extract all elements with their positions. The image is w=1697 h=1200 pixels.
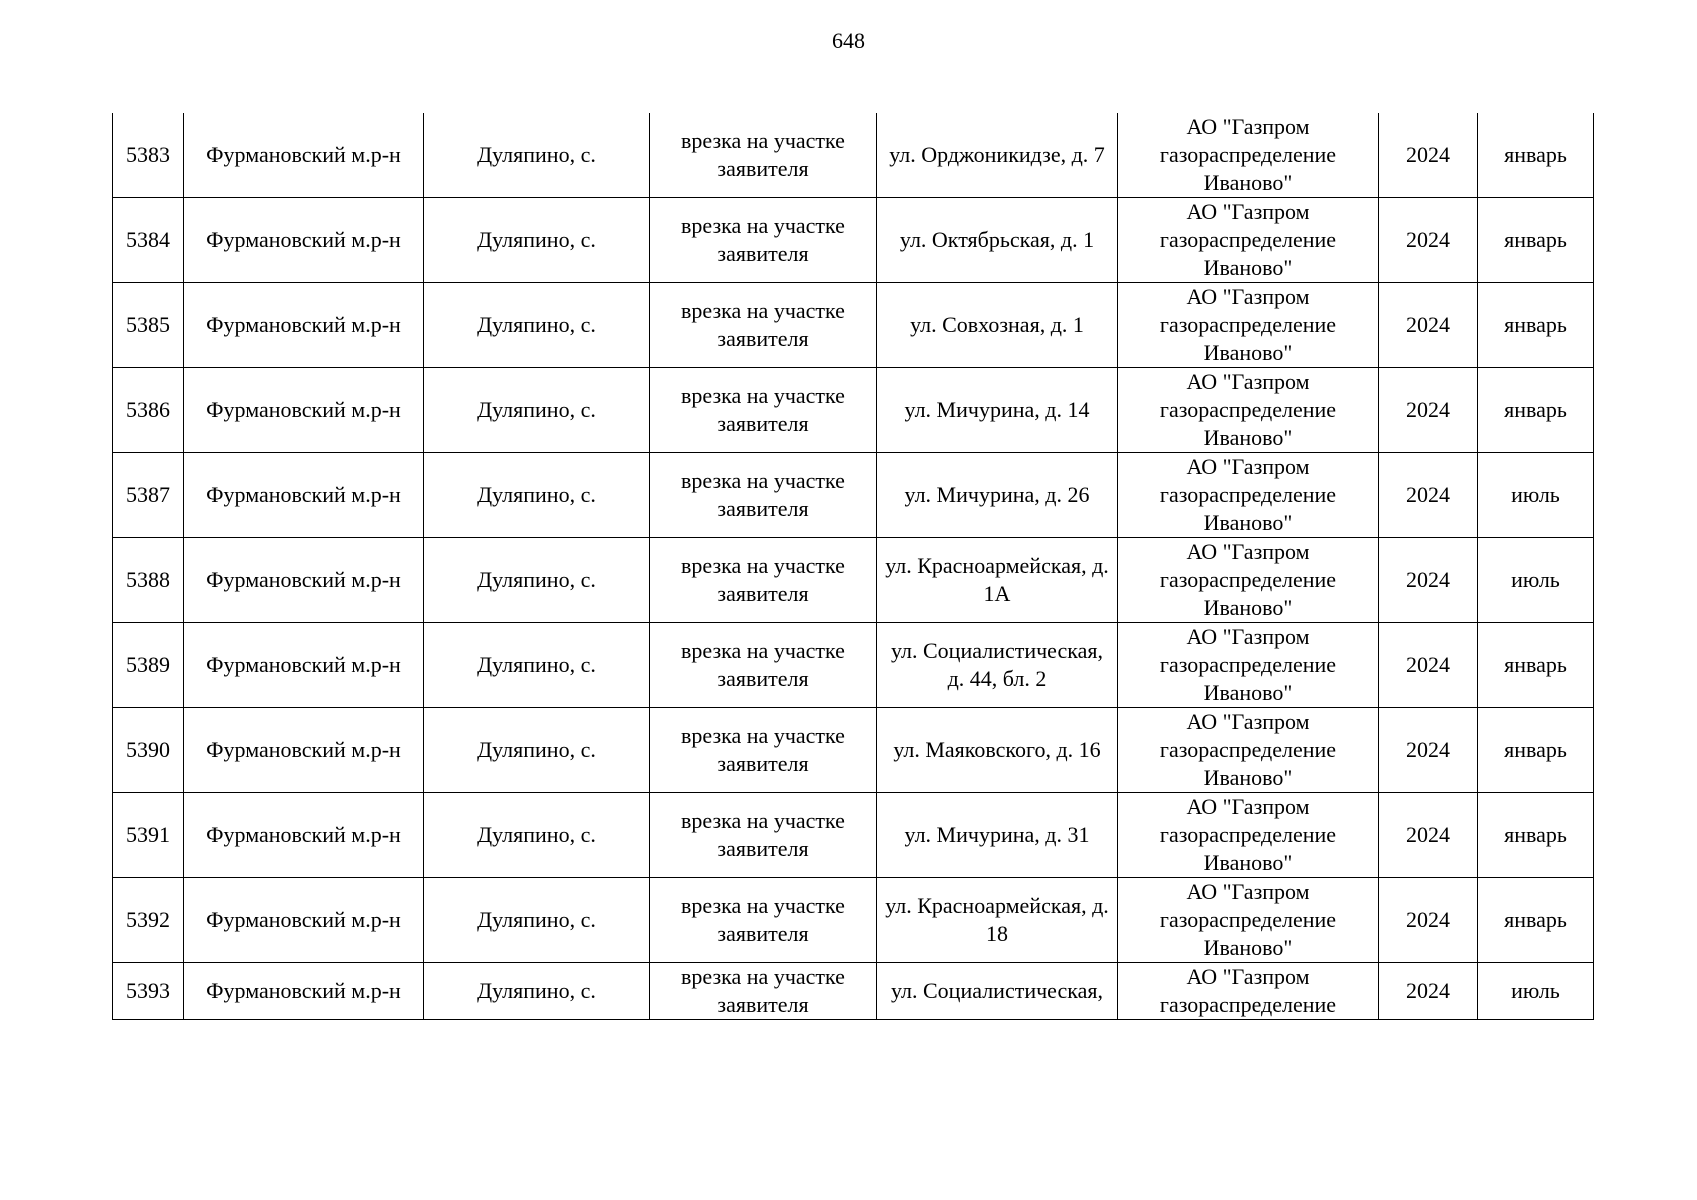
year-cell: 2024 (1379, 453, 1478, 538)
settlement-cell: Дуляпино, с. (424, 113, 650, 198)
month-cell: январь (1478, 198, 1594, 283)
table-row (113, 793, 1594, 878)
organization-cell: АО "Газпром газораспределение Иваново" (1118, 198, 1379, 283)
district-cell: Фурмановский м.р-н (184, 623, 424, 708)
month-cell: январь (1478, 708, 1594, 793)
table-row (113, 538, 1594, 623)
settlement-cell: Дуляпино, с. (424, 623, 650, 708)
address-cell: ул. Совхозная, д. 1 (877, 283, 1118, 368)
year-cell: 2024 (1379, 963, 1478, 1020)
organization-cell: АО "Газпром газораспределение Иваново" (1118, 793, 1379, 878)
district-cell: Фурмановский м.р-н (184, 963, 424, 1020)
settlement-cell: Дуляпино, с. (424, 708, 650, 793)
settlement-cell: Дуляпино, с. (424, 453, 650, 538)
work-type-cell: врезка на участке заявителя (650, 708, 877, 793)
row-number-cell: 5386 (113, 368, 184, 453)
work-type-cell: врезка на участке заявителя (650, 198, 877, 283)
year-cell: 2024 (1379, 708, 1478, 793)
settlement-cell: Дуляпино, с. (424, 793, 650, 878)
settlement-cell: Дуляпино, с. (424, 963, 650, 1020)
address-cell: ул. Маяковского, д. 16 (877, 708, 1118, 793)
year-cell: 2024 (1379, 623, 1478, 708)
row-number-cell: 5388 (113, 538, 184, 623)
row-number-cell: 5387 (113, 453, 184, 538)
data-table (112, 113, 1594, 1020)
table-row (113, 708, 1594, 793)
table-row (113, 623, 1594, 708)
year-cell: 2024 (1379, 793, 1478, 878)
year-cell: 2024 (1379, 113, 1478, 198)
address-cell: ул. Социалистическая, д. 44, бл. 2 (877, 623, 1118, 708)
address-cell: ул. Орджоникидзе, д. 7 (877, 113, 1118, 198)
year-cell: 2024 (1379, 878, 1478, 963)
table-row (113, 113, 1594, 198)
month-cell: январь (1478, 113, 1594, 198)
address-cell: ул. Мичурина, д. 26 (877, 453, 1118, 538)
table-row (113, 878, 1594, 963)
work-type-cell: врезка на участке заявителя (650, 113, 877, 198)
organization-cell: АО "Газпром газораспределение Иваново" (1118, 878, 1379, 963)
month-cell: июль (1478, 963, 1594, 1020)
organization-cell: АО "Газпром газораспределение Иваново" (1118, 453, 1379, 538)
table-row (113, 963, 1594, 1020)
work-type-cell: врезка на участке заявителя (650, 793, 877, 878)
work-type-cell: врезка на участке заявителя (650, 623, 877, 708)
row-number-cell: 5393 (113, 963, 184, 1020)
district-cell: Фурмановский м.р-н (184, 708, 424, 793)
district-cell: Фурмановский м.р-н (184, 538, 424, 623)
row-number-cell: 5391 (113, 793, 184, 878)
page-number: 648 (832, 28, 865, 53)
settlement-cell: Дуляпино, с. (424, 878, 650, 963)
district-cell: Фурмановский м.р-н (184, 453, 424, 538)
month-cell: январь (1478, 368, 1594, 453)
district-cell: Фурмановский м.р-н (184, 878, 424, 963)
settlement-cell: Дуляпино, с. (424, 538, 650, 623)
district-cell: Фурмановский м.р-н (184, 283, 424, 368)
settlement-cell: Дуляпино, с. (424, 368, 650, 453)
row-number-cell: 5390 (113, 708, 184, 793)
address-cell: ул. Мичурина, д. 31 (877, 793, 1118, 878)
month-cell: январь (1478, 623, 1594, 708)
district-cell: Фурмановский м.р-н (184, 368, 424, 453)
month-cell: январь (1478, 878, 1594, 963)
district-cell: Фурмановский м.р-н (184, 198, 424, 283)
row-number-cell: 5384 (113, 198, 184, 283)
organization-cell: АО "Газпром газораспределение Иваново" (1118, 538, 1379, 623)
row-number-cell: 5385 (113, 283, 184, 368)
address-cell: ул. Социалистическая, (877, 963, 1118, 1020)
table-row (113, 368, 1594, 453)
address-cell: ул. Красноармейская, д. 1А (877, 538, 1118, 623)
work-type-cell: врезка на участке заявителя (650, 368, 877, 453)
organization-cell: АО "Газпром газораспределение (1118, 963, 1379, 1020)
district-cell: Фурмановский м.р-н (184, 793, 424, 878)
work-type-cell: врезка на участке заявителя (650, 538, 877, 623)
address-cell: ул. Октябрьская, д. 1 (877, 198, 1118, 283)
settlement-cell: Дуляпино, с. (424, 283, 650, 368)
year-cell: 2024 (1379, 198, 1478, 283)
row-number-cell: 5383 (113, 113, 184, 198)
month-cell: июль (1478, 538, 1594, 623)
organization-cell: АО "Газпром газораспределение Иваново" (1118, 113, 1379, 198)
work-type-cell: врезка на участке заявителя (650, 283, 877, 368)
settlement-cell: Дуляпино, с. (424, 198, 650, 283)
address-cell: ул. Красноармейская, д. 18 (877, 878, 1118, 963)
year-cell: 2024 (1379, 368, 1478, 453)
work-type-cell: врезка на участке заявителя (650, 453, 877, 538)
work-type-cell: врезка на участке заявителя (650, 963, 877, 1020)
table-row (113, 283, 1594, 368)
year-cell: 2024 (1379, 283, 1478, 368)
organization-cell: АО "Газпром газораспределение Иваново" (1118, 623, 1379, 708)
organization-cell: АО "Газпром газораспределение Иваново" (1118, 283, 1379, 368)
district-cell: Фурмановский м.р-н (184, 113, 424, 198)
organization-cell: АО "Газпром газораспределение Иваново" (1118, 708, 1379, 793)
year-cell: 2024 (1379, 538, 1478, 623)
table-row (113, 198, 1594, 283)
row-number-cell: 5389 (113, 623, 184, 708)
month-cell: июль (1478, 453, 1594, 538)
address-cell: ул. Мичурина, д. 14 (877, 368, 1118, 453)
month-cell: январь (1478, 283, 1594, 368)
row-number-cell: 5392 (113, 878, 184, 963)
work-type-cell: врезка на участке заявителя (650, 878, 877, 963)
organization-cell: АО "Газпром газораспределение Иваново" (1118, 368, 1379, 453)
table-row (113, 453, 1594, 538)
month-cell: январь (1478, 793, 1594, 878)
